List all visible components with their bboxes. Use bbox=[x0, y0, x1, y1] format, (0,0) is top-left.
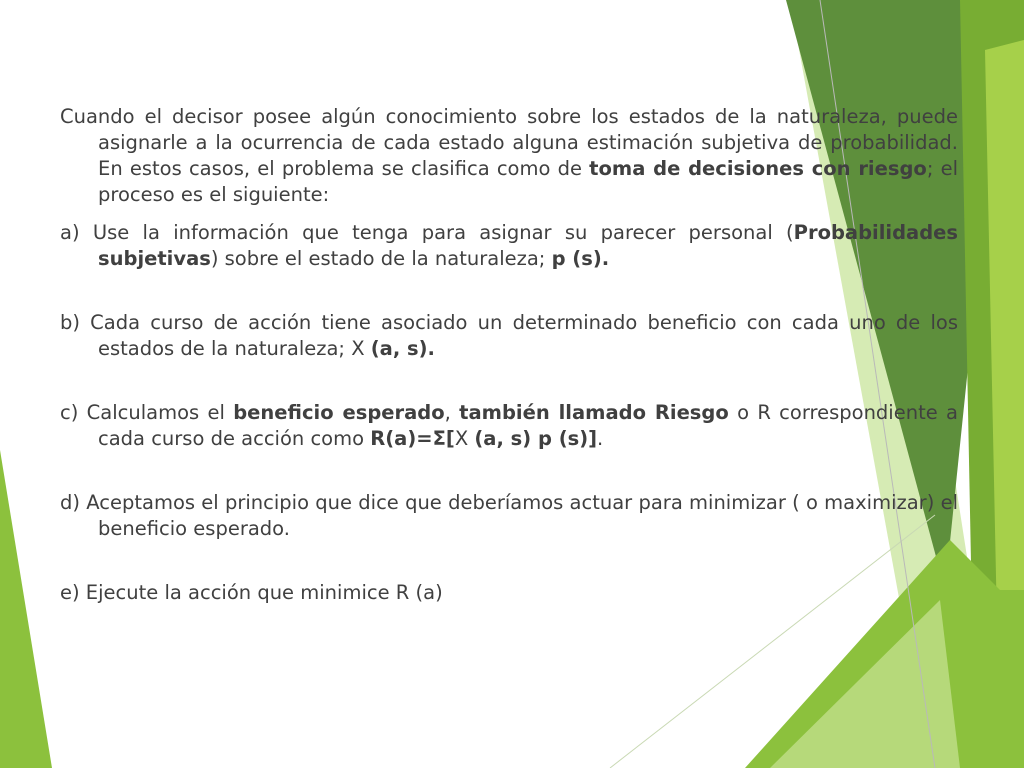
step-b-paragraph bbox=[60, 310, 958, 362]
step-d-text-1: d) Aceptamos el principio que dice que deberíamos actuar para minimizar ( o maximizar) el beneficio esperado. bbox=[60, 491, 958, 540]
intro-text-1: Cuando el decisor posee algún conocimiento sobre los estados de la naturaleza, puede asignarle a la ocurrencia de cada estado alguna estimación subjetiva de probabilidad. En estos casos, el problema se clasifica como de bbox=[60, 105, 958, 180]
step-e-paragraph bbox=[60, 580, 958, 606]
step-c-text-5: . bbox=[597, 427, 604, 450]
step-e-text-1: e) Ejecute la acción que minimice R (a) bbox=[60, 581, 443, 604]
step-d-paragraph bbox=[60, 490, 958, 542]
intro-text-2: ; el proceso es el siguiente: bbox=[98, 157, 958, 206]
step-a-text-2: ) sobre el estado de la naturaleza; bbox=[210, 247, 552, 270]
step-c-text-3: o R correspondiente a cada curso de acción como bbox=[98, 401, 958, 450]
step-a-text-1: a) Use la información que tenga para asignar su parecer personal ( bbox=[60, 221, 794, 244]
step-c-text-2: , bbox=[444, 401, 460, 424]
intro-paragraph bbox=[60, 104, 958, 208]
step-a-bold-1: Probabilidades subjetivas bbox=[98, 221, 958, 270]
step-c-text-1: c) Calculamos el bbox=[60, 401, 234, 424]
step-c-paragraph bbox=[60, 400, 958, 452]
step-b-text-1: b) Cada curso de acción tiene asociado un determinado beneficio con cada uno de los estados de la naturaleza; X bbox=[60, 311, 958, 360]
step-c-bold-4: (a, s) p (s)] bbox=[474, 427, 598, 450]
step-c-text-4: X bbox=[454, 427, 475, 450]
step-a-bold-2: p (s). bbox=[551, 247, 610, 270]
intro-bold-term: toma de decisiones con riesgo bbox=[589, 157, 927, 180]
left-green-stripe bbox=[0, 450, 52, 768]
step-c-bold-1: beneficio esperado bbox=[233, 401, 445, 424]
step-b-bold-1: (a, s). bbox=[370, 337, 435, 360]
step-a-paragraph bbox=[60, 220, 958, 272]
step-c-bold-2: también llamado Riesgo bbox=[459, 401, 729, 424]
slide-content bbox=[60, 104, 958, 606]
step-c-bold-3: R(a)=Σ[ bbox=[370, 427, 455, 450]
